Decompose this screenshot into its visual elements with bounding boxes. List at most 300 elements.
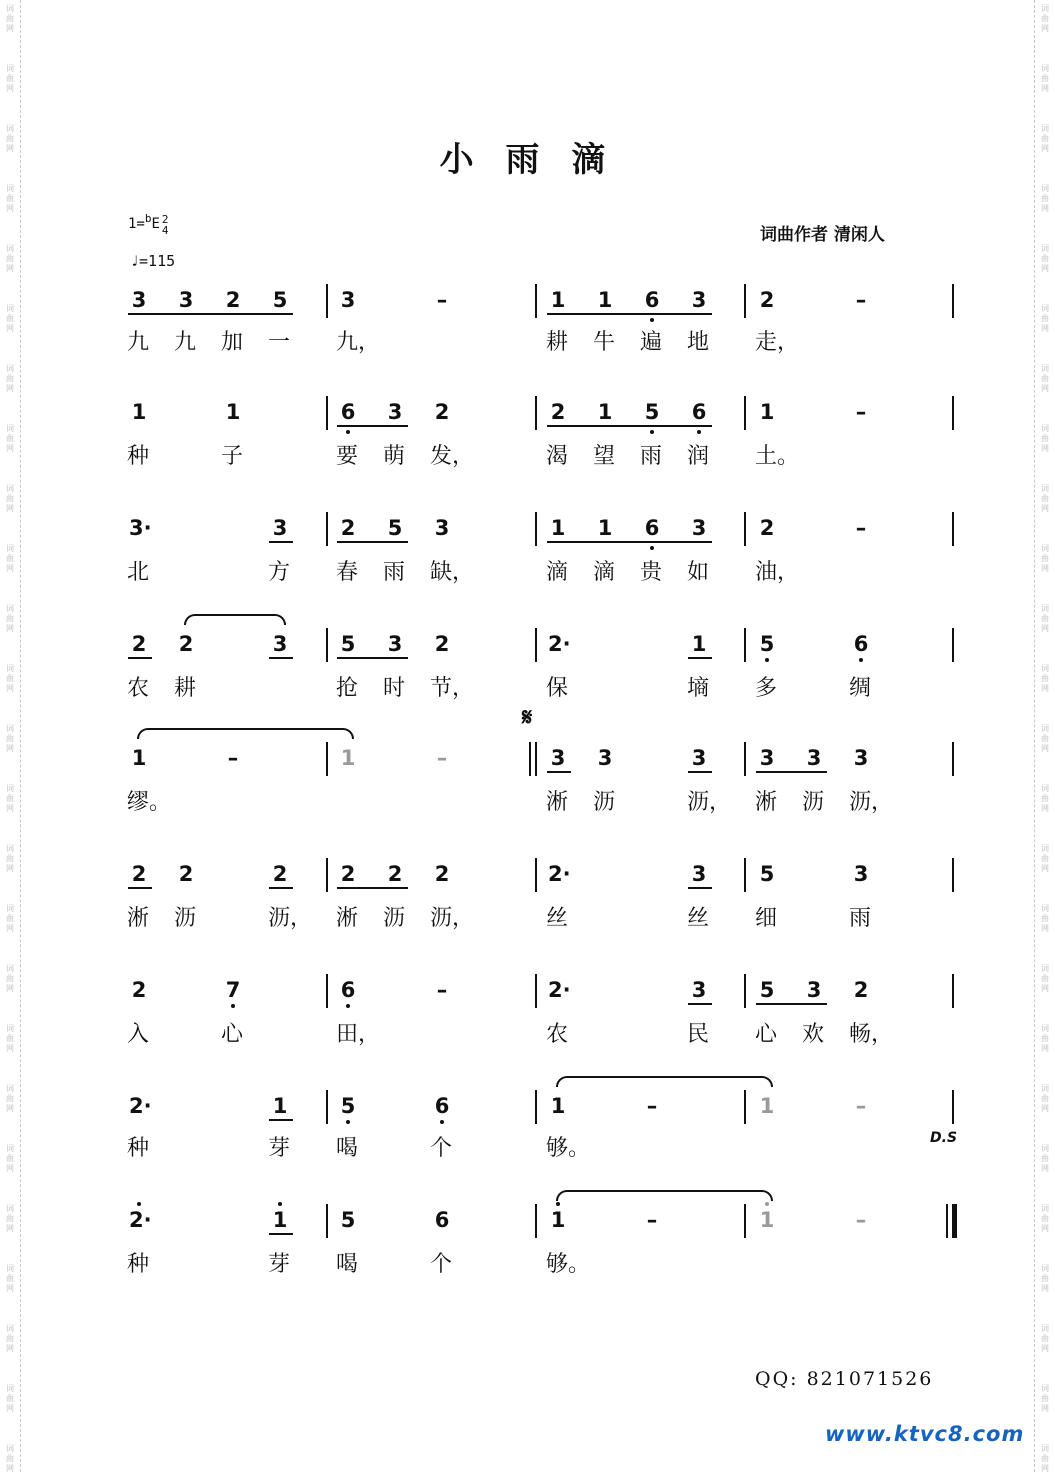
note: 2 [272,862,288,886]
upper-octave-dot [278,1202,282,1206]
note: 3 [759,746,775,770]
flat-sign: b [144,212,152,225]
lyric-char: 沥 [174,906,197,931]
note: 3 [434,516,450,540]
lyric-char: 心 [221,1022,244,1047]
barline [326,1204,328,1238]
watermark-text: 词 曲 网 [6,4,14,33]
eighth-underline [269,541,293,543]
note: 6 [434,1094,450,1118]
beam-connector [662,425,689,427]
note: 3 [340,288,356,312]
watermark-text: 词 曲 网 [6,1024,14,1053]
note: 1 [340,746,356,770]
note: 2 [759,288,775,312]
barline [326,284,328,318]
note: 3 [272,632,288,656]
barline [952,974,954,1008]
note: 3 [853,746,869,770]
note: 1 [597,400,613,424]
watermark-text: 词 曲 网 [6,364,14,393]
lyric-char: 萌 [383,444,406,469]
barline [744,1204,746,1238]
beam-connector [358,657,385,659]
tie-arc [137,728,354,739]
eighth-underline [269,1119,293,1121]
watermark-text: 词 曲 网 [6,244,14,273]
eighth-underline [128,657,152,659]
lower-octave-dot [346,1004,350,1008]
note: 3 [550,746,566,770]
beam-connector [615,425,642,427]
tie-arc [556,1190,773,1201]
lyric-char: 缺， [430,560,475,585]
watermark-text: 词 曲 网 [1041,64,1049,93]
eighth-underline [688,541,712,543]
note: 1 [550,288,566,312]
upper-octave-dot [556,1202,560,1206]
watermark-text: 词 曲 网 [6,604,14,633]
barline [535,1090,537,1124]
eighth-underline [269,657,293,659]
note: 2 [131,978,147,1002]
watermark-text: 词 曲 网 [1041,184,1049,213]
note: 6 [340,400,356,424]
watermark-text: 词 曲 网 [6,664,14,693]
note: 3 [178,288,194,312]
barline [744,1090,746,1124]
note: 1 [691,632,707,656]
watermark-text: 词 曲 网 [1041,1024,1049,1053]
eighth-underline [547,771,571,773]
barline [952,284,954,318]
lyric-char: 墒 [687,676,710,701]
lyric-char: 雨 [383,560,406,585]
lyric-char: 耕 [546,330,569,355]
note: – [646,1208,658,1232]
note: 3 [131,288,147,312]
note: 2· [548,862,571,886]
watermark-text: 词 曲 网 [1041,244,1049,273]
eighth-underline [803,1003,827,1005]
lyric-char: 淅 [546,790,569,815]
beam-connector [777,1003,804,1005]
eighth-underline [803,771,827,773]
watermark-text: 词 曲 网 [6,724,14,753]
lyric-char: 淅 [336,906,359,931]
eighth-underline [269,1233,293,1235]
dal-segno-mark: D.S [930,1130,958,1146]
lyric-char: 沥， [849,790,894,815]
note: 2 [225,288,241,312]
barline [326,512,328,546]
beam-connector [615,313,642,315]
lyric-char: 地 [687,330,710,355]
lyric-char: 多 [755,676,778,701]
eighth-underline [269,887,293,889]
song-title: 小 雨 滴 [439,140,616,180]
lyric-char: 贵 [640,560,663,585]
beam-connector [243,313,270,315]
lyric-char: 畅， [849,1022,894,1047]
note: 2· [548,632,571,656]
note: 3· [129,516,152,540]
note: 5 [759,632,775,656]
barline [326,396,328,430]
barline [326,742,328,776]
note: – [855,1094,867,1118]
lyric-char: 如 [687,560,710,585]
lyric-char: 细 [755,906,778,931]
watermark-text: 词 曲 网 [1041,304,1049,333]
note: 2 [434,632,450,656]
time-top: 2 [161,213,169,226]
lyric-char: 九 [174,330,197,355]
lyric-char: 油， [755,560,800,585]
beam-connector [196,313,223,315]
beam-connector [568,313,595,315]
watermark-text: 词 曲 网 [6,304,14,333]
upper-octave-dot [765,1202,769,1206]
beam-connector [568,425,595,427]
watermark-text: 词 曲 网 [6,1324,14,1353]
barline [535,858,537,892]
note: 3 [691,516,707,540]
note: 3 [272,516,288,540]
site-logo: www.ktvc8.com [825,1422,1025,1446]
lyric-char: 沥 [593,790,616,815]
note: 2 [434,400,450,424]
final-barline-thick [952,1204,957,1238]
lower-octave-dot [231,1004,235,1008]
barline [952,858,954,892]
watermark-text: 词 曲 网 [1041,424,1049,453]
lower-octave-dot [440,1120,444,1124]
lyric-char: 时 [383,676,406,701]
note: 3 [597,746,613,770]
watermark-text: 词 曲 网 [1041,1384,1049,1413]
note: 2 [131,632,147,656]
note: 1 [272,1094,288,1118]
watermark-text: 词 曲 网 [1041,904,1049,933]
key-signature [128,212,169,236]
note: 1 [550,1208,566,1232]
barline [326,974,328,1008]
eighth-underline [269,313,293,315]
lower-octave-dot [859,658,863,662]
eighth-underline [688,1003,712,1005]
barline [326,628,328,662]
note: 2 [178,862,194,886]
beam-connector [358,425,385,427]
lyric-char: 喝 [336,1252,359,1277]
lyric-char: 九 [127,330,150,355]
watermark-text: 词 曲 网 [6,544,14,573]
lyric-char: 丝 [546,906,569,931]
barline [744,396,746,430]
eighth-underline [688,313,712,315]
note: 1 [759,400,775,424]
barline [326,858,328,892]
lyric-char: 个 [430,1252,453,1277]
lyric-char: 加 [221,330,244,355]
beam-connector [662,313,689,315]
lyric-char: 田， [336,1022,381,1047]
note: 1 [225,400,241,424]
note: 5 [340,1208,356,1232]
note: 6 [340,978,356,1002]
note: 3 [691,978,707,1002]
watermark-text: 词 曲 网 [6,424,14,453]
right-watermark-strip [1034,0,1055,1472]
beam-connector [777,771,804,773]
watermark-text: 词 曲 网 [1041,4,1049,33]
eighth-underline [688,887,712,889]
note: – [436,978,448,1002]
lower-octave-dot [697,430,701,434]
lyric-char: 够。 [546,1136,591,1161]
lyric-char: 土。 [755,444,800,469]
note: 5 [644,400,660,424]
note: 6 [644,516,660,540]
watermark-text: 词 曲 网 [1041,1204,1049,1233]
lyric-char: 够。 [546,1252,591,1277]
lyric-char: 春 [336,560,359,585]
note: – [855,400,867,424]
eighth-underline [128,887,152,889]
note: – [436,288,448,312]
note: 7 [225,978,241,1002]
beam-connector [358,887,385,889]
eighth-underline [384,887,408,889]
lyric-char: 种 [127,1252,150,1277]
lyric-char: 淅 [127,906,150,931]
key-note: E [151,216,160,232]
note: 3 [387,400,403,424]
eighth-underline [384,541,408,543]
lyric-char: 沥 [383,906,406,931]
note: 1 [759,1208,775,1232]
watermark-text: 词 曲 网 [6,964,14,993]
note: 2 [178,632,194,656]
note: 1 [597,288,613,312]
lyric-char: 入 [127,1022,150,1047]
note: – [227,746,239,770]
lyric-char: 九， [336,330,381,355]
barline [952,1090,954,1124]
lower-octave-dot [346,1120,350,1124]
lyric-char: 一 [268,330,291,355]
watermark-text: 词 曲 网 [1041,1324,1049,1353]
lyric-char: 农 [127,676,150,701]
barline [952,512,954,546]
watermark-text: 词 曲 网 [1041,484,1049,513]
tie-arc [556,1076,773,1087]
eighth-underline [688,657,712,659]
watermark-text: 词 曲 网 [1041,1444,1049,1472]
note: – [855,516,867,540]
lyric-char: 丝 [687,906,710,931]
note: 5 [272,288,288,312]
watermark-text: 词 曲 网 [1041,844,1049,873]
note: 1 [550,516,566,540]
watermark-text: 词 曲 网 [1041,664,1049,693]
final-barline-thin [946,1204,948,1238]
barline [535,284,537,318]
left-watermark-strip [0,0,21,1472]
watermark-text: 词 曲 网 [6,844,14,873]
segno-sign: 𝄋 [522,703,533,731]
note: 6 [644,288,660,312]
note: 3 [806,978,822,1002]
barline [952,742,954,776]
lyric-char: 欢 [802,1022,825,1047]
note: 3 [806,746,822,770]
watermark-text: 词 曲 网 [6,184,14,213]
note: 5 [340,632,356,656]
note: 2 [131,862,147,886]
note: 1 [550,1094,566,1118]
note: – [855,1208,867,1232]
note: 3 [691,862,707,886]
time-signature [162,214,169,236]
author-credit: 词曲作者 清闲人 [760,225,885,245]
note: 2 [853,978,869,1002]
note: 1 [131,400,147,424]
lyric-char: 个 [430,1136,453,1161]
upper-octave-dot [137,1202,141,1206]
watermark-text: 词 曲 网 [1041,784,1049,813]
watermark-text: 词 曲 网 [1041,364,1049,393]
note: – [646,1094,658,1118]
lyric-char: 遍 [640,330,663,355]
note: 2· [129,1094,152,1118]
watermark-text: 词 曲 网 [6,484,14,513]
watermark-text: 词 曲 网 [1041,964,1049,993]
double-barline [529,742,531,776]
watermark-text: 词 曲 网 [6,64,14,93]
tie-arc [184,614,286,625]
beam-connector [149,313,176,315]
lyric-char: 耕 [174,676,197,701]
lyric-char: 沥， [430,906,475,931]
note: 5 [759,978,775,1002]
note: 1 [131,746,147,770]
barline [535,512,537,546]
lyric-char: 保 [546,676,569,701]
note: 6 [434,1208,450,1232]
lyric-char: 沥， [268,906,313,931]
watermark-text: 词 曲 网 [1041,1084,1049,1113]
watermark-text: 词 曲 网 [6,1144,14,1173]
note: 3 [853,862,869,886]
lyric-char: 要 [336,444,359,469]
lyric-char: 润 [687,444,710,469]
note: 6 [853,632,869,656]
lyric-char: 淅 [755,790,778,815]
tempo-marking: ♩=115 [130,252,176,270]
note: 2 [387,862,403,886]
barline [744,974,746,1008]
watermark-text: 词 曲 网 [6,904,14,933]
barline [744,858,746,892]
note: 3 [387,632,403,656]
barline [535,396,537,430]
barline [535,628,537,662]
key-prefix: 1= [128,216,145,232]
lyric-char: 芽 [268,1252,291,1277]
lyric-char: 缪。 [127,790,172,815]
watermark-text: 词 曲 网 [1041,1264,1049,1293]
barline [326,1090,328,1124]
note: 5 [387,516,403,540]
lyric-char: 望 [593,444,616,469]
barline [535,742,537,776]
eighth-underline [688,771,712,773]
beam-connector [662,541,689,543]
lyric-char: 喝 [336,1136,359,1161]
beam-connector [615,541,642,543]
note: 2 [759,516,775,540]
lyric-char: 雨 [849,906,872,931]
lyric-char: 渴 [546,444,569,469]
lyric-char: 牛 [593,330,616,355]
barline [535,1204,537,1238]
note: – [436,746,448,770]
watermark-text: 词 曲 网 [1041,124,1049,153]
barline [952,628,954,662]
lyric-char: 种 [127,444,150,469]
note: 1 [272,1208,288,1232]
beam-connector [568,541,595,543]
note: 5 [759,862,775,886]
beam-connector [358,541,385,543]
lyric-char: 抢 [336,676,359,701]
lyric-char: 滴 [546,560,569,585]
lyric-char: 子 [221,444,244,469]
lower-octave-dot [650,546,654,550]
watermark-text: 词 曲 网 [6,1084,14,1113]
lyric-char: 芽 [268,1136,291,1161]
time-bottom: 4 [161,224,169,237]
lyric-char: 走， [755,330,800,355]
note: 2 [434,862,450,886]
watermark-text: 词 曲 网 [6,124,14,153]
lyric-char: 沥， [687,790,732,815]
watermark-text: 词 曲 网 [6,1204,14,1233]
barline [535,974,537,1008]
barline [744,512,746,546]
note: 2· [129,1208,152,1232]
watermark-text: 词 曲 网 [6,1444,14,1472]
lyric-char: 节， [430,676,475,701]
lyric-char: 绸 [849,676,872,701]
note: 3 [691,746,707,770]
note: 2 [340,516,356,540]
note: 5 [340,1094,356,1118]
watermark-text: 词 曲 网 [1041,724,1049,753]
note: 1 [597,516,613,540]
lyric-char: 雨 [640,444,663,469]
eighth-underline [688,425,712,427]
lyric-char: 沥 [802,790,825,815]
lower-octave-dot [765,658,769,662]
note: 3 [691,288,707,312]
lyric-char: 北 [127,560,150,585]
lower-octave-dot [346,430,350,434]
lyric-char: 方 [268,560,291,585]
watermark-text: 词 曲 网 [1041,544,1049,573]
